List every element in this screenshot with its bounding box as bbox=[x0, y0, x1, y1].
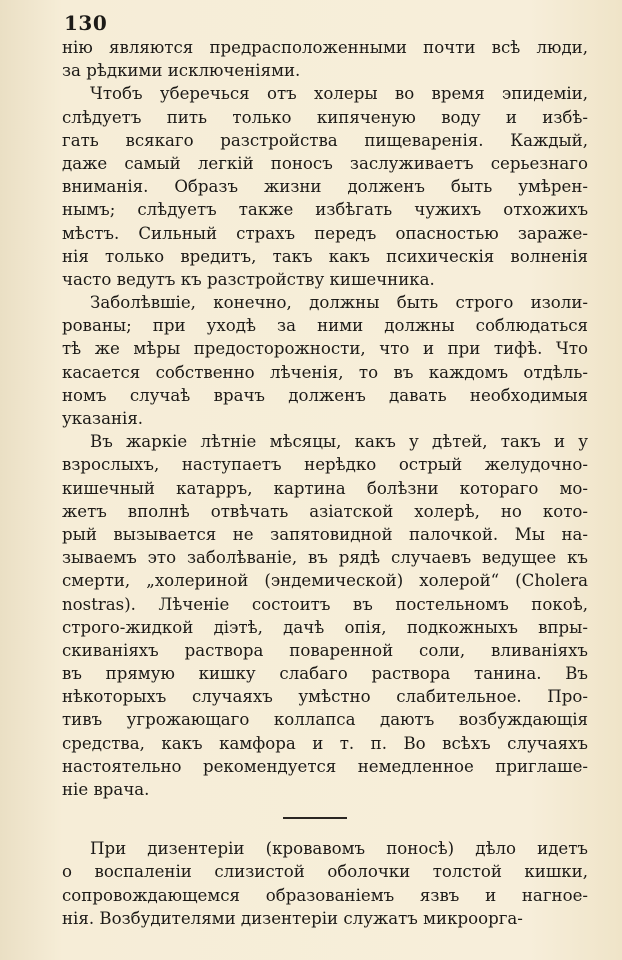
text-line: тѣ же мѣры предосторожности, что и при тифѣ. Что bbox=[62, 339, 588, 359]
text-line: мѣстъ. Сильный страхъ передъ опасностью зараже- bbox=[62, 223, 588, 243]
text-line: вниманія. Образъ жизни долженъ быть умѣрен- bbox=[62, 177, 588, 197]
text-line: ніе врача. bbox=[62, 780, 150, 799]
text-line: зываемъ это заболѣваніе, въ рядѣ случаевъ ведущее къ bbox=[62, 548, 588, 568]
text-line: нымъ; слѣдуетъ также избѣгать чужихъ отхожихъ bbox=[62, 200, 588, 220]
text-line: Чтобъ уберечься отъ холеры во время эпидеміи, bbox=[90, 84, 588, 104]
text-line: сопровождающемся образованіемъ язвъ и нагное- bbox=[62, 885, 588, 905]
text-line: кишечный катарръ, картина болѣзни котораго мо- bbox=[62, 478, 588, 498]
text-line: даже самый легкій поносъ заслуживаетъ серьезнаго bbox=[62, 153, 588, 173]
text-line: за рѣдкими исключеніями. bbox=[62, 61, 301, 81]
text-line: Заболѣвшіе, конечно, должны быть строго изоли- bbox=[90, 293, 588, 313]
text-line: смерти, „холериной (эндемической) холерой“ (Cholera bbox=[62, 571, 588, 591]
text-line: жетъ вполнѣ отвѣчать азіатской холерѣ, но кото- bbox=[62, 501, 588, 521]
page-number: 130 bbox=[64, 11, 108, 35]
next-section-text bbox=[62, 837, 588, 930]
paragraph bbox=[62, 82, 588, 291]
text-line: Въ жаркіе лѣтніе мѣсяцы, какъ у дѣтей, такъ и у bbox=[90, 432, 588, 452]
text-line: рованы; при уходѣ за ними должны соблюдаться bbox=[62, 316, 588, 336]
text-line: тивъ угрожающаго коллапса даютъ возбуждающія bbox=[62, 710, 588, 730]
text-line: рый вызывается не запятовидной палочкой. Мы на- bbox=[62, 524, 588, 544]
paragraph bbox=[62, 837, 588, 930]
paragraph bbox=[62, 36, 588, 82]
text-line: нію являются предрасположенными почти всѣ люди, bbox=[62, 38, 588, 57]
text-line: гать всякаго разстройства пищеваренія. Каждый, bbox=[62, 130, 588, 150]
text-line: слѣдуетъ пить только кипяченую воду и избѣ- bbox=[62, 107, 588, 127]
text-line: настоятельно рекомендуется немедленное приглаше- bbox=[62, 756, 588, 776]
text-line: номъ случаѣ врачъ долженъ давать необходимыя bbox=[62, 385, 588, 405]
text-line: нія только вредитъ, такъ какъ психическія волненія bbox=[62, 246, 588, 266]
text-line: скиваніяхъ раствора поваренной соли, вливаніяхъ bbox=[62, 640, 588, 660]
body-text bbox=[62, 36, 588, 801]
paragraph bbox=[62, 291, 588, 430]
text-line: nostras). Лѣченіе состоитъ въ постельномъ покоѣ, bbox=[62, 594, 588, 614]
text-line: указанія. bbox=[62, 409, 144, 428]
text-line: въ прямую кишку слабаго раствора танина. Въ bbox=[62, 664, 588, 684]
text-line: часто ведутъ къ разстройству кишечника. bbox=[62, 269, 435, 289]
text-line: строго-жидкой діэтѣ, дачѣ опія, подкожныхъ впры- bbox=[62, 617, 588, 637]
text-line: нѣкоторыхъ случаяхъ умѣстно слабительное. Про- bbox=[62, 687, 588, 707]
paragraph bbox=[62, 430, 588, 801]
text-line: взрослыхъ, наступаетъ нерѣдко острый желудочно- bbox=[62, 455, 588, 475]
text-line: нія. Возбудителями дизентеріи служатъ микроорга- bbox=[62, 908, 523, 928]
section-divider bbox=[283, 817, 347, 819]
text-line: При дизентеріи (кровавомъ поносѣ) дѣло идетъ bbox=[90, 839, 588, 859]
text-line: средства, какъ камфора и т. п. Во всѣхъ случаяхъ bbox=[62, 733, 588, 753]
text-line: касается собственно лѣченія, то въ каждомъ отдѣль- bbox=[62, 362, 588, 382]
text-line: о воспаленіи слизистой оболочки толстой кишки, bbox=[62, 862, 588, 882]
